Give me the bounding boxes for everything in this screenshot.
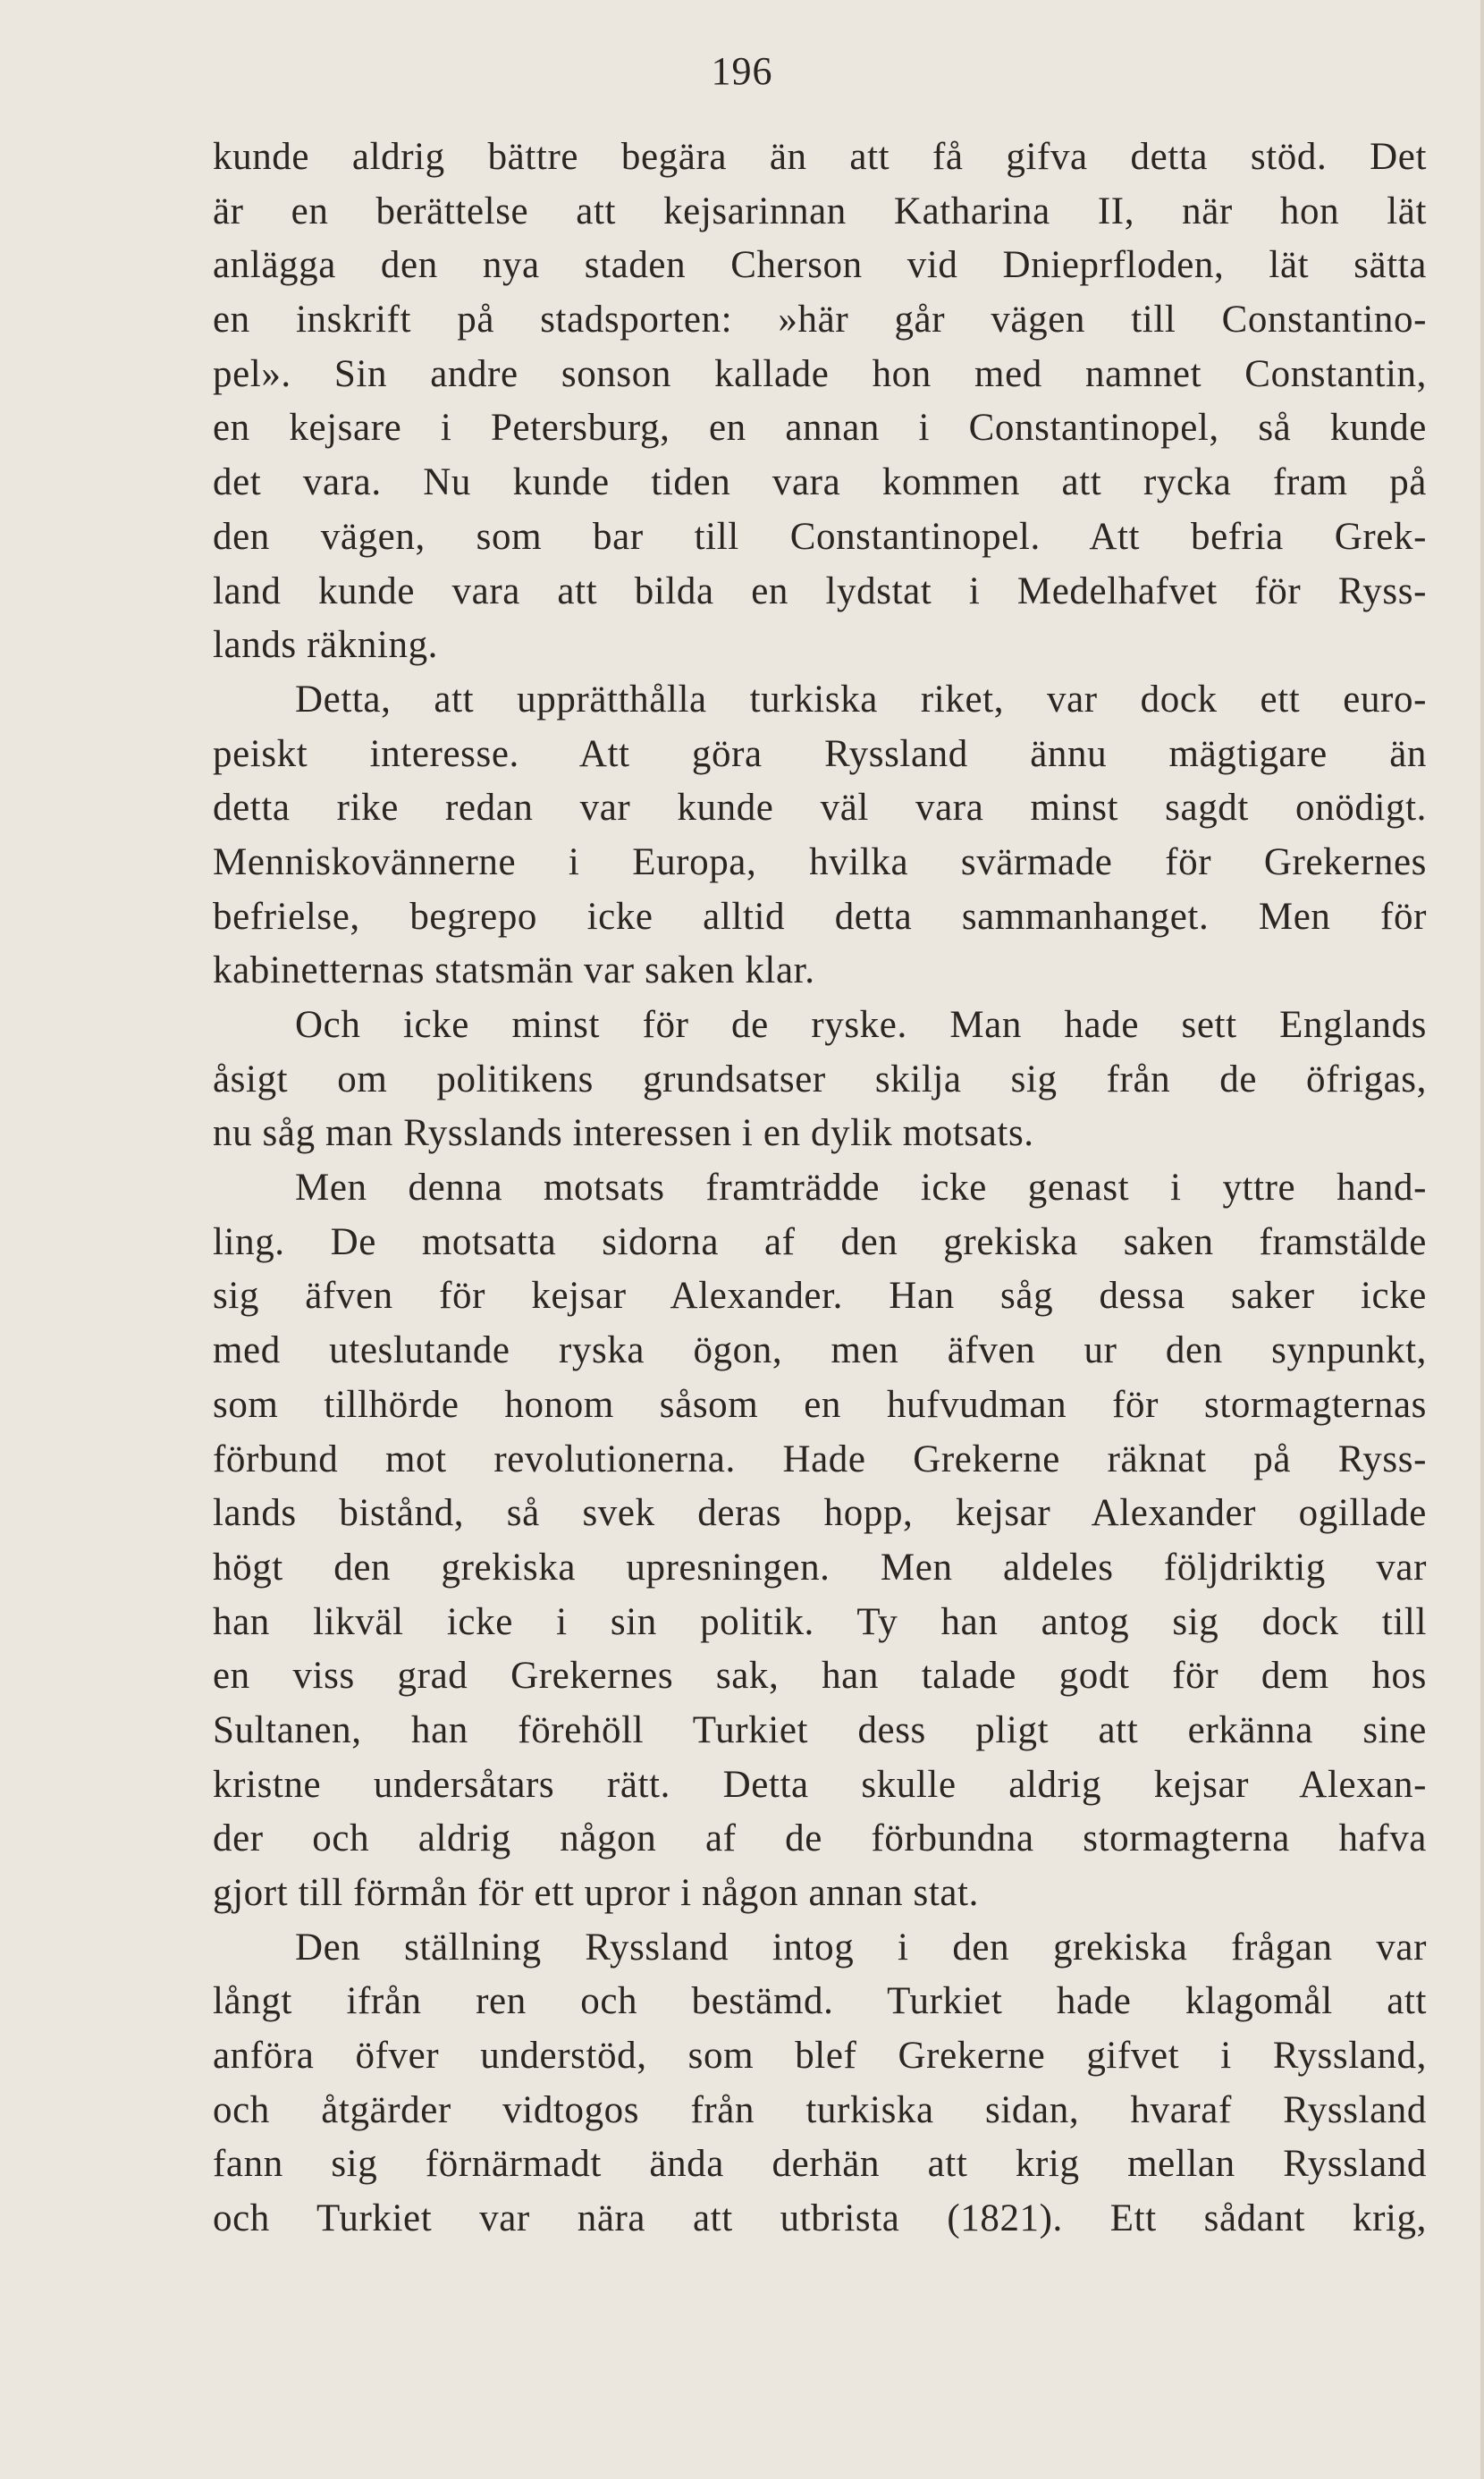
text-line: pel». Sin andre sonson kallade hon med namnet Constantin,	[213, 352, 1427, 395]
text-line: anlägga den nya staden Cherson vid Dnieprfloden, lät sätta	[213, 244, 1427, 287]
text-line: kunde aldrig bättre begära än att få gifva detta stöd. Det	[213, 136, 1427, 178]
text-line: är en berättelse att kejsarinnan Katharina II, när hon lät	[213, 190, 1427, 232]
text-line: kristne undersåtars rätt. Detta skulle aldrig kejsar Alexan-	[213, 1763, 1427, 1806]
text-line: der och aldrig någon af de förbundna stormagterna hafva	[213, 1817, 1427, 1860]
text-line: han likväl icke i sin politik. Ty han antog sig dock till	[213, 1600, 1427, 1643]
text-line: Menniskovännerne i Europa, hvilka svärmade för Grekernes	[213, 840, 1427, 883]
text-line: en kejsare i Petersburg, en annan i Constantinopel, så kunde	[213, 407, 1427, 450]
text-line: Men denna motsats framträdde icke genast i yttre hand-	[295, 1167, 1427, 1210]
text-line: nu såg man Rysslands interessen i en dylik motsats.	[213, 1112, 1034, 1155]
page-number: 196	[711, 49, 773, 93]
text-line: långt ifrån ren och bestämd. Turkiet hade klagomål att	[213, 1980, 1427, 2023]
text-line: land kunde vara att bilda en lydstat i Medelhafvet för Ryss-	[213, 569, 1427, 612]
text-line: Och icke minst för de ryske. Man hade sett Englands	[295, 1004, 1427, 1046]
text-line: åsigt om politikens grundsatser skilja sig från de öfrigas,	[213, 1058, 1427, 1100]
text-line: Den ställning Ryssland intog i den grekiska frågan var	[295, 1926, 1427, 1969]
paragraph	[213, 673, 1427, 999]
text-line: och åtgärder vidtogos från turkiska sidan, hvaraf Ryssland	[213, 2088, 1427, 2131]
paragraph	[213, 999, 1427, 1161]
page-edge-shadow	[1480, 0, 1484, 2479]
text-line: lands räkning.	[213, 624, 439, 667]
text-line: sig äfven för kejsar Alexander. Han såg dessa saker icke	[213, 1275, 1427, 1318]
text-line: Sultanen, han förehöll Turkiet dess pligt att erkänna sine	[213, 1708, 1427, 1751]
text-line: en viss grad Grekernes sak, han talade godt för dem hos	[213, 1655, 1427, 1698]
paragraph	[213, 131, 1427, 673]
paragraph	[213, 1921, 1427, 2247]
text-line: detta rike redan var kunde väl vara minst sagdt onödigt.	[213, 787, 1427, 830]
text-line: det vara. Nu kunde tiden vara kommen att rycka fram på	[213, 461, 1427, 504]
text-line: fann sig förnärmadt ända derhän att krig mellan Ryssland	[213, 2143, 1427, 2186]
text-line: peiskt interesse. Att göra Ryssland ännu mägtigare än	[213, 732, 1427, 775]
text-line: befrielse, begrepo icke alltid detta sammanhanget. Men för	[213, 895, 1427, 938]
text-line: med uteslutande ryska ögon, men äfven ur den synpunkt,	[213, 1329, 1427, 1372]
paragraph	[213, 1161, 1427, 1921]
text-line: kabinetternas statsmän var saken klar.	[213, 949, 815, 992]
text-line: den vägen, som bar till Constantinopel. Att befria Grek-	[213, 515, 1427, 558]
text-line: som tillhörde honom såsom en hufvudman för stormagternas	[213, 1383, 1427, 1426]
text-line: högt den grekiska upresningen. Men aldeles följdriktig var	[213, 1546, 1427, 1589]
text-line: ling. De motsatta sidorna af den grekiska saken framstälde	[213, 1220, 1427, 1263]
text-line: förbund mot revolutionerna. Hade Grekerne räknat på Ryss-	[213, 1438, 1427, 1480]
text-line: Detta, att upprätthålla turkiska riket, var dock ett euro-	[295, 678, 1427, 721]
body-text	[213, 131, 1427, 2247]
text-line: lands bistånd, så svek deras hopp, kejsar Alexander ogillade	[213, 1492, 1427, 1535]
text-line: anföra öfver understöd, som blef Grekerne gifvet i Ryssland,	[213, 2035, 1427, 2078]
text-line: gjort till förmån för ett upror i någon annan stat.	[213, 1872, 979, 1914]
text-line: och Turkiet var nära att utbrista (1821). Ett sådant krig,	[213, 2197, 1427, 2240]
text-line: en inskrift på stadsporten: »här går vägen till Constantino-	[213, 299, 1427, 341]
